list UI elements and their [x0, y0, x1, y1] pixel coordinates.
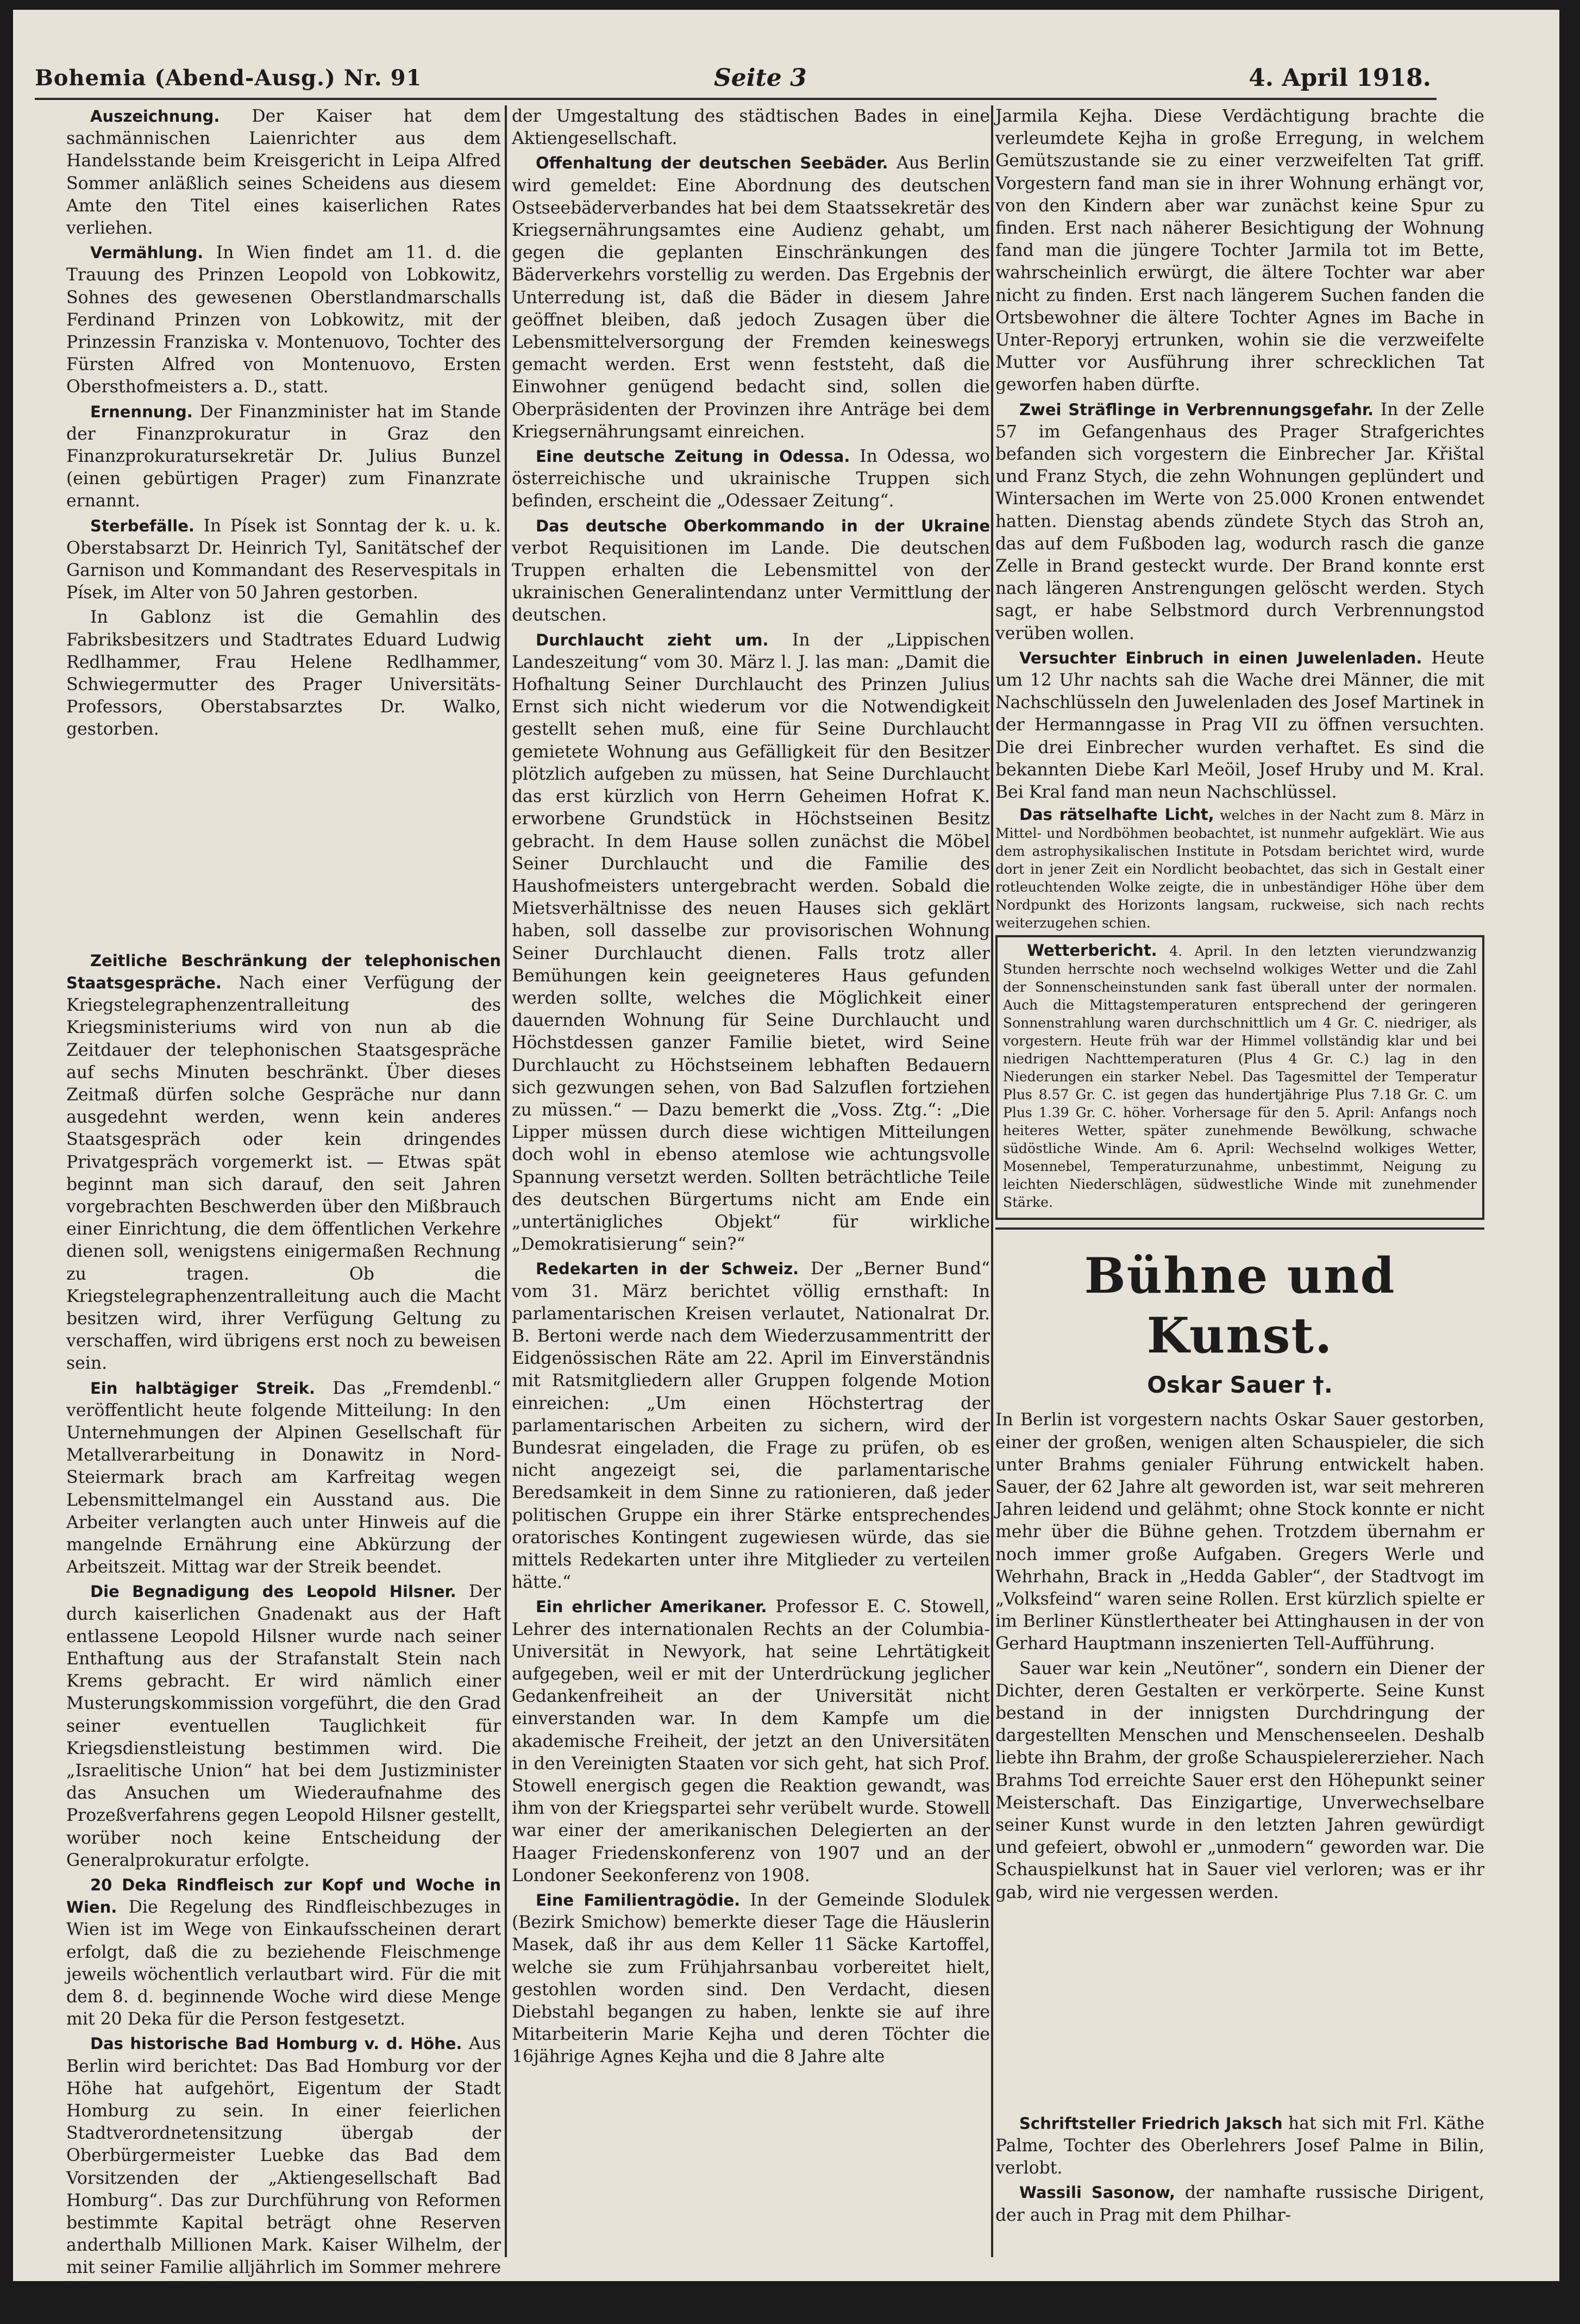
- article-heading: Redekarten in der Schweiz.: [536, 1260, 799, 1279]
- article: [512, 629, 990, 1256]
- article-heading: Offenhaltung der deutschen Seebäder.: [536, 154, 888, 173]
- article: [995, 647, 1484, 804]
- article-text: In Wien findet am 11. d. die Trauung des Prinzen Leopold von Lobkowitz, Sohnes des gewesenen Oberstlandmarschalls Ferdinand Prinzen von Lobkowitz, mit der Prinzessin Franziska v. Montenuovo, Tochter des Fürsten Alfred von Montenuovo, Ersten Obersthofmeisters a. D., statt.: [66, 243, 501, 397]
- article: [512, 105, 990, 150]
- column-rule: [505, 105, 507, 2257]
- article-paragraph: [66, 401, 501, 513]
- article-paragraph: [995, 1409, 1484, 1655]
- article-paragraph: [512, 1596, 990, 1887]
- article-paragraph: [66, 1874, 501, 2031]
- blank-space: [66, 743, 501, 950]
- article-paragraph: [512, 515, 990, 627]
- article: [66, 105, 501, 240]
- article-paragraph: [995, 2182, 1484, 2226]
- header-date: 4. April 1918.: [1249, 64, 1431, 92]
- article-text: welches in der Nacht zum 8. März in Mittel- und Nordböhmen beobachtet, ist nunmehr aufgeklärt. Wie aus dem astrophysikalischen Institute in Potsdam berichtet wird, wurde dort in jener Zeit ein Nordlicht beobachtet, das sich in Gestalt einer rotleuchtenden Wolke zeigte, die in unbeständiger Höhe über dem Nordpunkt des Horizonts langsam, ruckweise, sich nach rechts weiterzugehen schien.: [995, 807, 1484, 931]
- article-heading: Ein ehrlicher Amerikaner.: [536, 1598, 767, 1617]
- article: [512, 446, 990, 513]
- article-paragraph: [512, 105, 990, 150]
- article-text: In Gablonz ist die Gemahlin des Fabriksbesitzers und Stadtrates Eduard Ludwig Redlhammer, Frau Helene Redlhammer, Schwiegermutter des Prager Universitäts-Professors, Oberstabsarztes Dr. Walko, gestorben.: [66, 607, 501, 740]
- article-paragraph: [995, 2113, 1484, 2180]
- article-text: In der Zelle 57 im Gefangenhaus des Prager Strafgerichtes befanden sich vorgestern die Einbrecher Jar. Křištal und Franz Stych, die zehn Wohnungen geplündert und Wintersachen im Werte von 25.000 Kronen entwendet hatten. Dienstag abends zündete Stych das Stroh an, das auf dem Fußboden lag, wodurch rasch die ganze Zelle in Brand gesteckt wurde. Der Brand konnte erst nach längeren Anstrengungen gelöscht werden. Stych sagt, er habe Selbstmord durch Verbrennungstod verüben wollen.: [995, 399, 1484, 643]
- article-heading: Ernennung.: [90, 402, 193, 421]
- article: [66, 606, 501, 741]
- article-paragraph: [512, 629, 990, 1256]
- article-text: Aus Berlin wird gemeldet: Eine Abordnung des deutschen Ostseebäderverbandes hat bei dem Staatssekretär des Kriegsernährungsamtes eine Audienz gehabt, um gegen die geplanten Einschränkungen des Bäderverkehrs vorstellig zu werden. Das Ergebnis der Unterredung ist, daß die Bäder in diesem Jahre geöffnet bleiben, daß jedoch Zusagen über die Lebensmittelversorgung der Fremden keineswegs gemacht werden. Erst wenn feststeht, daß die Einwohner genügend bedacht sind, sollen die Oberpräsidenten der Provinzen ihre Anträge bei dem Kriegsernährungsamt einreichen.: [512, 153, 990, 442]
- article: [995, 806, 1484, 932]
- article: [66, 2033, 501, 2324]
- article-heading: Durchlaucht zieht um.: [536, 630, 769, 649]
- article-text: der namhafte russische Dirigent, der auch in Prag mit dem Philhar-: [995, 2183, 1484, 2225]
- article-heading: Zeitliche Beschränkung der telephonischen Staatsgespräche.: [66, 951, 501, 992]
- article-paragraph: [512, 152, 990, 443]
- article: [995, 2182, 1484, 2226]
- article-paragraph: [66, 606, 501, 741]
- article: [66, 401, 501, 513]
- article: [66, 950, 501, 1375]
- article-text: der Umgestaltung des städtischen Bades in eine Aktiengesellschaft.: [512, 107, 990, 149]
- article: [512, 515, 990, 627]
- column-rule: [991, 105, 993, 2257]
- article: [995, 2113, 1484, 2180]
- article-text: Heute um 12 Uhr nachts sah die Wache drei Männer, die mit Nachschlüsseln den Juwelenladen des Josef Martinek in der Hermanngasse in Prag VII zu öffnen versuchten. Die drei Einbrecher wurden verhaftet. Es sind die bekannten Diebe Karl Meöil, Josef Hruby und M. Kral. Bei Kral fand man neun Nachschlüssel.: [995, 648, 1484, 803]
- article-heading: Vermählung.: [90, 243, 204, 262]
- article-heading: Das historische Bad Homburg v. d. Höhe.: [90, 2034, 462, 2053]
- article-text: Jarmila Kejha. Diese Verdächtigung brachte die verleumdete Kejha in große Erregung, in welchem Gemütszustande sie zu einer verzweifelten Tat griff. Vorgestern fand man sie in ihrer Wohnung erhängt vor, von den Kindern aber war zunächst keine Spur zu finden. Erst nach näherer Besichtigung der Wohnung fand man die jüngere Tochter Jarmila tot im Bette, wahrscheinlich erwürgt, die ältere Tochter war aber nicht zu finden. Erst nach längerem Suchen fanden die Ortsbewohner die ältere Tochter Agnes im Bache in Unter-Reporyj ertrunken, wohin sie die verzweifelte Mutter vor Ausführung ihrer schrecklichen Tat geworfen haben dürfte.: [995, 107, 1484, 395]
- article-heading: Wassili Sasonow,: [1019, 2183, 1175, 2202]
- scan-border: [5, 0, 1552, 11]
- header-page-number: Seite 3: [714, 64, 807, 92]
- article-text: Professor E. C. Stowell, Lehrer des internationalen Rechts an der Columbia-Universität in Newyork, hat seine Lehrtätigkeit aufgegeben, weil er mit der Unterdrückung jeglicher Gedankenfreiheit an der Universität nicht einverstanden war. In dem Kampfe um die akademische Freiheit, der jetzt an den Universitäten in den Vereinigten Staaten vor sich geht, hat sich Prof. Stowell energisch gegen die Reaktion gewandt, was ihm von der Kriegspartei sehr verübelt wurde. Stowell war einer der amerikanischen Delegierten an der Haager Friedenskonferenz von 1907 und an der Londoner Seekonferenz von 1908.: [512, 1597, 990, 1885]
- article-text: Der Kaiser hat dem sachmännischen Laienrichter aus dem Handelsstande beim Kreisgericht in Leipa Alfred Sommer anläßlich seines Scheidens aus diesem Amte den Titel eines kaiserlichen Rates verliehen.: [66, 107, 501, 239]
- article-heading: Auszeichnung.: [90, 107, 220, 126]
- article-text: Der durch kaiserlichen Gnadenakt aus der Haft entlassene Leopold Hilsner wurde nach seiner Enthaftung aus der Strafanstalt Stein nach Krems gebracht. Er wird nämlich einer Musterungskommission vorgeführt, die den Grad seiner eventuellen Tauglichkeit für Kriegsdienstleistung bestimmen wird. Die „Israelitische Union“ hat bei dem Justizminister das Ansuchen um Wiederaufnahme des Prozeßverfahrens gegen Leopold Hilsner gestellt, worüber noch keine Entscheidung der Generalprokuratur erfolgte.: [66, 1582, 501, 1870]
- article-heading: Die Begnadigung des Leopold Hilsner.: [90, 1582, 456, 1601]
- article-title: Oskar Sauer †.: [1147, 1371, 1333, 1399]
- header-masthead: Bohemia (Abend-Ausg.) Nr. 91: [35, 65, 422, 91]
- article-text: Sauer war kein „Neutöner“, sondern ein Diener der Dichter, deren Gestalten er verkörperte. Seine Kunst bestand in der innigsten Durchdringung der dargestellten Menschen und Menschenseelen. Deshalb liebte ihn Brahm, der große Schauspielererzieher. Nach Brahms Tod erreichte Sauer erst den Höhepunkt seiner Meisterschaft. Das Einzigartige, Unverwechselbare seiner Kunst wurde in den letzten Jahren gewürdigt und gefeiert, obwohl er „unmodern“ geworden war. Die Schauspielkunst hat in Sauer viel verloren; was er ihr gab, wird nie vergessen werden.: [995, 1658, 1484, 1902]
- article-paragraph: [66, 950, 501, 1375]
- weather-box: [995, 935, 1484, 1220]
- page-header: [35, 62, 1437, 100]
- article-heading: 20 Deka Rindfleisch zur Kopf und Woche in Wien.: [66, 1876, 501, 1917]
- article-text: Aus Berlin wird berichtet: Das Bad Homburg vor der Höhe hat aufgehört, Eigentum der Stadt Homburg zu sein. In einer feierlichen Stadtverordnetensitzung übergab der Oberbürgermeister Luebke das Bad dem Vorsitzenden der „Aktiengesellschaft Bad Homburg“. Das zur Durchführung von Reformen bestimmte Kapital beträgt ohne Reserven anderthalb Millionen Mark. Kaiser Wilhelm, der mit seiner Familie alljährlich im Sommer mehrere Wochen in Bad Homburg zu weilen pflegt, war ein Förderer: [66, 2034, 501, 2322]
- article: [512, 1889, 990, 2069]
- article-heading: Ein halbtägiger Streik.: [90, 1379, 315, 1398]
- article-paragraph: [1003, 942, 1477, 1211]
- article: [512, 152, 990, 443]
- article: [512, 1596, 990, 1887]
- article: [66, 242, 501, 398]
- article-text: In der Gemeinde Slodulek (Bezirk Smichow) bemerkte dieser Tage die Häuslerin Masek, daß ihr aus dem Keller 11 Säcke Kartoffel, welche sie zum Frühjahrsanbau vorbereitet hielt, gestohlen worden sind. Den Verdacht, diesen Diebstahl begangen zu haben, lenkte sie auf ihre Mitarbeiterin Marie Kejha und deren Töchter die 16jährige Agnes Kejha und die 8 Jahre alte: [512, 1890, 990, 2067]
- article-heading: Eine deutsche Zeitung in Odessa.: [536, 447, 850, 466]
- column-3: [995, 105, 1484, 2257]
- article-paragraph: [995, 105, 1484, 397]
- article-paragraph: [66, 242, 501, 398]
- article-heading: Schriftsteller Friedrich Jaksch: [1019, 2114, 1283, 2133]
- article: [66, 1874, 501, 2031]
- article-paragraph: [66, 105, 501, 240]
- article-heading: Wetterbericht.: [1027, 941, 1157, 960]
- column-1: [66, 105, 501, 2322]
- article: [66, 1377, 501, 1579]
- section-divider: [995, 1227, 1484, 1230]
- article-paragraph: [995, 806, 1484, 932]
- article-text: hat sich mit Frl. Käthe Palme, Tochter des Oberlehrers Josef Palme in Bilin, verlobt.: [995, 2113, 1485, 2178]
- article-text: In Berlin ist vorgestern nachts Oskar Sauer gestorben, einer der großen, wenigen alten Schauspieler, die sich unter Brahms genialer Führung entwickelt haben. Sauer, der 62 Jahre alt geworden ist, war seit mehreren Jahren leidend und gelähmt; ohne Stock konnte er nicht mehr über die Bühne gehen. Trotzdem übernahm er noch immer große Aufgaben. Gregers Werle und Wehrhahn, Brack in „Hedda Gabler“, der Stadtvogt im „Volksfeind“ waren seine Rollen. Erst kürzlich spielte er im Berliner Künstlertheater bei Attinghausen in der von Gerhard Hauptmann inszenierten Tell-Aufführung.: [995, 1410, 1484, 1654]
- article: [995, 1658, 1484, 1904]
- article-text: In der „Lippischen Landeszeitung“ vom 30. März l. J. las man: „Damit die Hofhaltung Seiner Durchlaucht des Prinzen Julius Ernst sich nicht wiederum vor die Notwendigkeit gestellt sehen muß, eine für Seine Durchlaucht gemietete Wohnung aus Gefälligkeit für den Besitzer plötzlich aufgeben zu müssen, hat Seine Durchlaucht das erst kürzlich von Herrn Geheimen Hofrat K. erworbene Grundstück in Höchstseinen Besitz gebracht. In dem Hause sollen zunächst die Möbel Seiner Durchlaucht und die Familie des Haushofmeisters untergebracht werden. Sobald die Mietsverhältnisse des neuen Hauses sich geklärt haben, soll dasselbe zur provisorischen Wohnung Seiner Durchlaucht dienen. Falls trotz aller Bemühungen kein geeigneteres Haus gefunden werden sollte, welches die Möglichkeit einer dauernden Wohnung für Seine Durchlaucht und Höchstdessen ganzer Familie bietet, wird Seine Durchlaucht zu Höchstseinem lebhaften Bedauern sich gezwungen sehen, von Bad Salzuflen fortziehen zu müssen.“ — Dazu bemerkt die „Voss. Ztg.“: „Die Lipper müssen durch diese wichtigen Mitteilungen doch wohl in ebenso atemlose wie achtungsvolle Spannung versetzt werden. Sollten beträchtliche Teile des deutschen Bürgertums nicht am Ende ein „untertänigliches Objekt“ für wirkliche „Demokratisierung“ sein?“: [512, 630, 990, 1255]
- column-2: [512, 105, 990, 2257]
- article-heading: Zwei Sträflinge in Verbrennungsgefahr.: [1019, 400, 1374, 419]
- article-paragraph: [512, 446, 990, 513]
- article-paragraph: [66, 515, 501, 605]
- article-text: verbot Requisitionen im Lande. Die deutschen Truppen erhalten die Lebensmittel von der ukrainischen Generalintendanz unter Vermittlung der deutschen.: [512, 538, 990, 625]
- article-text: Das „Fremdenbl.“ veröffentlicht heute folgende Mitteilung: In den Unternehmungen der Alpinen Gesellschaft für Metallverarbeitung in Donawitz in Nord-Steiermark brach am Karfreitag wegen Lebensmittelmangel ein Ausstand aus. Die Arbeiter verlangten auch unter Hinweis auf die mangelnde Ernährung eine Abkürzung der Arbeitszeit. Mittag war der Streik beendet.: [66, 1378, 501, 1577]
- article-paragraph: [995, 1658, 1484, 1904]
- newspaper-page: [13, 10, 1559, 2322]
- article-text: In Písek ist Sonntag der k. u. k. Oberstabsarzt Dr. Heinrich Tyl, Sanitätschef der Garnison und Kommandant des Reservespitals in Písek, im Alter von 50 Jahren gestorben.: [66, 516, 501, 603]
- article-paragraph: [512, 1889, 990, 2069]
- article-heading: Sterbefälle.: [90, 516, 195, 535]
- article-heading: Versuchter Einbruch in einen Juwelenladen.: [1019, 648, 1422, 667]
- article-paragraph: [66, 1377, 501, 1579]
- article: [995, 105, 1484, 397]
- article-heading: Das rätselhafte Licht,: [1019, 805, 1214, 824]
- article-text: Die Regelung des Rindfleischbezuges in Wien ist im Wege von Einkaufsscheinen derart erfolgt, daß die zu beziehende Fleischmenge jeweils wöchentlich verlautbart wird. Für die mit dem 8. d. beginnende Woche wird diese Menge mit 20 Deka für die Person festgesetzt.: [66, 1897, 501, 2029]
- section-title: Bühne und Kunst.: [1084, 1247, 1396, 1365]
- article: [66, 1581, 501, 1872]
- article-paragraph: [512, 1258, 990, 1594]
- article-text: Der „Berner Bund“ vom 31. März berichtet völlig ernsthaft: In parlamentarischen Kreisen verlautet, Nationalrat Dr. B. Bertoni werde nach dem Wiederzusammentritt der Eidgenössischen Räte am 22. April im Einverständnis mit Ratsmitgliedern aller Gruppen folgende Motion einreichen: „Um einen Höchstertrag der parlamentarischen Arbeiten zu sichern, wird der Bundesrat eingeladen, die Frage zu prüfen, ob es nicht angezeigt sei, die parlamentarische Beredsamkeit in dem Sinne zu rationieren, daß jeder politischen Gruppe ein ihrer Stärke entsprechendes oratorisches Kontingent zugewiesen würde, das sie mittels Redekarten unter ihre Mitglieder zu verteilen hätte.“: [512, 1259, 990, 1593]
- article-paragraph: [995, 647, 1484, 804]
- article-paragraph: [66, 2033, 501, 2324]
- article: [512, 1258, 990, 1594]
- article-paragraph: [66, 1581, 501, 1872]
- article-text: 4. April. In den letzten vierundzwanzig Stunden herrschte noch wechselnd wolkiges Wetter und die Zahl der Sonnenscheinstunden sank fast überall unter der normalen. Auch die Mittagstemperaturen entsprechend der geringeren Sonnenstrahlung waren durchschnittlich um 4 Gr. C. niedriger, als vorgestern. Heute früh war der Himmel vollständig klar und bei niedrigen Nachttemperaturen (Plus 4 Gr. C.) lag in den Niederungen ein starker Nebel. Das Tagesmittel der Temperatur Plus 8.57 Gr. C. ist gegen das hundertjährige Plus 7.18 Gr. C. um Plus 1.39 Gr. C. höher. Vorhersage für den 5. April: Anfangs noch heiteres Wetter, später zunehmende Bewölkung, schwache südöstliche Winde. Am 6. April: Wechselnd wolkiges Wetter, Mosennebel, Temperaturzunahme, unbestimmt, Neigung zu leichten Niederschlägen, südwestliche Winde mit zunehmender Stärke.: [1003, 943, 1477, 1211]
- blank-space: [995, 1906, 1484, 2113]
- article: [66, 515, 501, 605]
- article-text: Nach einer Verfügung der Kriegstelegraphenzentralleitung des Kriegsministeriums wird von nun ab die Zeitdauer der telephonischen Staatsgespräche auf sechs Minuten beschränkt. Über dieses Zeitmaß dürfen solche Gespräche nur dann ausgedehnt werden, wenn kein anderes Staatsgespräch oder kein dringendes Privatgespräch vorgemerkt ist. — Etwas spät beginnt man sich darauf, den seit Jahren vorgebrachten Beschwerden über den Mißbrauch einer Einrichtung, die dem öffentlichen Verkehre dienen soll, wenigstens einigermaßen Rechnung zu tragen. Ob die Kriegstelegraphenzentralleitung auch die Macht besitzen wird, ihrer Verfügung Geltung zu verschaffen, wird übrigens erst noch zu beweisen sein.: [66, 973, 501, 1374]
- article: [995, 399, 1484, 645]
- article: [995, 1409, 1484, 1655]
- article-paragraph: [995, 399, 1484, 645]
- article-text: Der Finanzminister hat im Stande der Finanzprokuratur in Graz den Finanzprokuratursekretär Dr. Julius Bunzel (einen gebürtigen Prager) zum Finanzrate ernannt.: [66, 402, 501, 511]
- article-text: In Odessa, wo österreichische und ukrainische Truppen sich befinden, erscheint die „Odessaer Zeitung“.: [512, 447, 990, 511]
- article-heading: Eine Familientragödie.: [536, 1891, 741, 1910]
- article-heading: Das deutsche Oberkommando in der Ukraine: [536, 516, 990, 535]
